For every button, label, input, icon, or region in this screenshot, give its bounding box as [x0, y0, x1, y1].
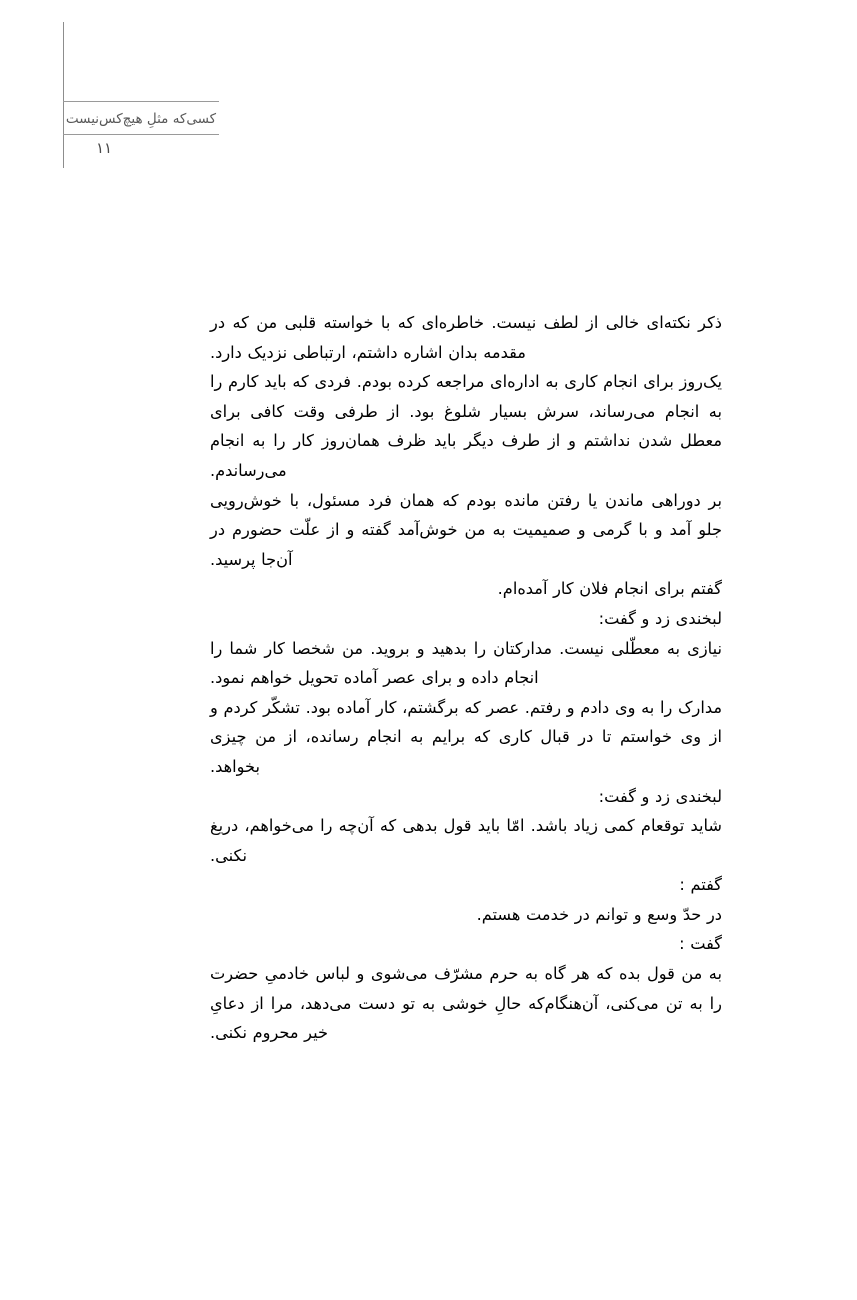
body-paragraph: نیازی به معطّلی نیست. مدارکتان را بدهید و بروید. من شخصا کار شما را انجام داده و برای عصر آماده تحویل خواهم نمود. [210, 638, 722, 688]
body-paragraph: ذکر نکته‌ای خالی از لطف نیست. خاطره‌ای که با خواسته قلبی من که در مقدمه بدان اشاره داشتم، ارتباطی نزدیک دارد. [210, 313, 722, 362]
running-head-block [63, 22, 223, 168]
page-number: ۱۱ [96, 139, 113, 157]
body-paragraph: به من قول بده که هر گاه به حرم مشرّف می‌شوی و لباس خادمیِ حضرت را به تن می‌کنی، آن‌هنگام‌که حالِ خوشی به تو دست می‌دهد، مرا از دعایِ خیر محروم نکنی. [210, 964, 722, 1043]
body-paragraph: گفت : [679, 934, 722, 954]
body-paragraph: شاید توقعام کمی زیاد باشد. امّا باید قول بدهی که آن‌چه را می‌خواهم، دریغ نکنی. [210, 816, 722, 865]
running-head-title: کسی‌که مثلِ هیچ‌کس‌نیست [65, 110, 217, 127]
header-rule-bottom [63, 134, 219, 135]
body-paragraph: گفتم : [679, 875, 722, 895]
body-paragraph: مدارک را به وی دادم و رفتم. عصر که برگشتم، کار آماده بود. تشکّر کردم و از وی خواستم تا در قبال کاری که برایم به انجام رسانده، از من چیزی بخواهد. [210, 697, 722, 776]
spine-rule [63, 22, 64, 168]
body-paragraph: در حدّ وسع و توانم در خدمت هستم. [476, 904, 722, 924]
header-rule-top [63, 101, 219, 102]
body-paragraph: لبخندی زد و گفت: [598, 608, 722, 628]
body-paragraph: بر دوراهی ماندن یا رفتن مانده بودم که همان فرد مسئول، با خوش‌رویی جلو آمد و با گرمی و صمیمیت به من خوش‌آمد گفته و از علّت حضورم در آن‌جا پرسید. [210, 490, 722, 569]
body-paragraph: لبخندی زد و گفت: [598, 786, 722, 806]
body-text-column [210, 308, 722, 1048]
body-paragraph: یک‌روز برای انجام کاری به اداره‌ای مراجعه کرده بودم. فردی که باید کارم را به انجام می‌رساند، سرش بسیار شلوغ بود. از طرفی وقت کافی برای معطل شدن نداشتم و از طرف دیگر باید ظرف همان‌روز کار را به انجام می‌رساندم. [210, 372, 722, 480]
body-paragraph: گفتم برای انجام فلان کار آمده‌ام. [497, 579, 722, 599]
